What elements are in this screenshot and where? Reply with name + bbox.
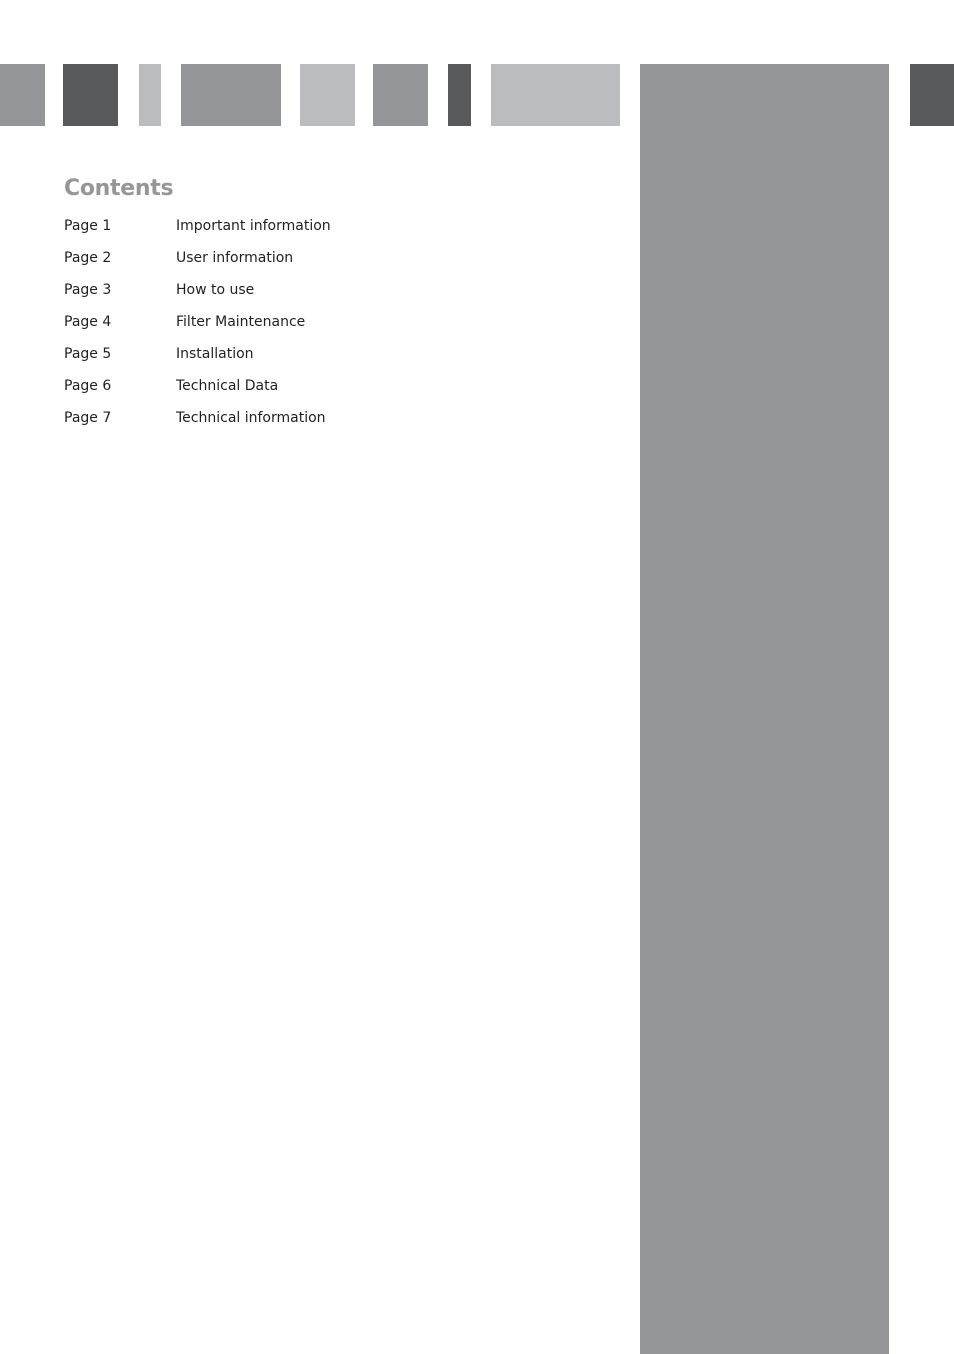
toc-entry[interactable]: [64, 408, 331, 440]
header-block-3: [139, 64, 161, 126]
toc-section-title: Installation: [176, 346, 254, 362]
toc-section-title: Technical information: [176, 410, 326, 426]
toc-section-title: How to use: [176, 282, 255, 298]
header-block-4: [181, 64, 281, 126]
toc-entry[interactable]: [64, 344, 331, 376]
toc-page-number: Page 7: [64, 410, 112, 426]
toc-section-title: Important information: [176, 218, 331, 234]
toc-section-title: User information: [176, 250, 294, 266]
header-block-9: [910, 64, 954, 126]
toc-entry[interactable]: [64, 312, 331, 344]
toc-section-title: Filter Maintenance: [176, 314, 306, 330]
toc-page-number: Page 1: [64, 218, 112, 234]
header-block-8: [491, 64, 620, 126]
header-block-5: [300, 64, 355, 126]
side-panel: [640, 64, 889, 1354]
header-block-1: [0, 64, 45, 126]
header-block-7: [448, 64, 471, 126]
toc-page-number: Page 5: [64, 346, 112, 362]
toc-page-number: Page 4: [64, 314, 112, 330]
toc-entry[interactable]: [64, 280, 331, 312]
toc-section-title: Technical Data: [176, 378, 279, 394]
toc-entry[interactable]: [64, 216, 331, 248]
toc-page-number: Page 2: [64, 250, 112, 266]
table-of-contents: [64, 216, 331, 440]
header-block-2: [63, 64, 118, 126]
header-block-6: [373, 64, 428, 126]
toc-entry[interactable]: [64, 376, 331, 408]
contents-title: Contents: [64, 176, 174, 201]
toc-page-number: Page 6: [64, 378, 112, 394]
toc-entry[interactable]: [64, 248, 331, 280]
toc-page-number: Page 3: [64, 282, 112, 298]
